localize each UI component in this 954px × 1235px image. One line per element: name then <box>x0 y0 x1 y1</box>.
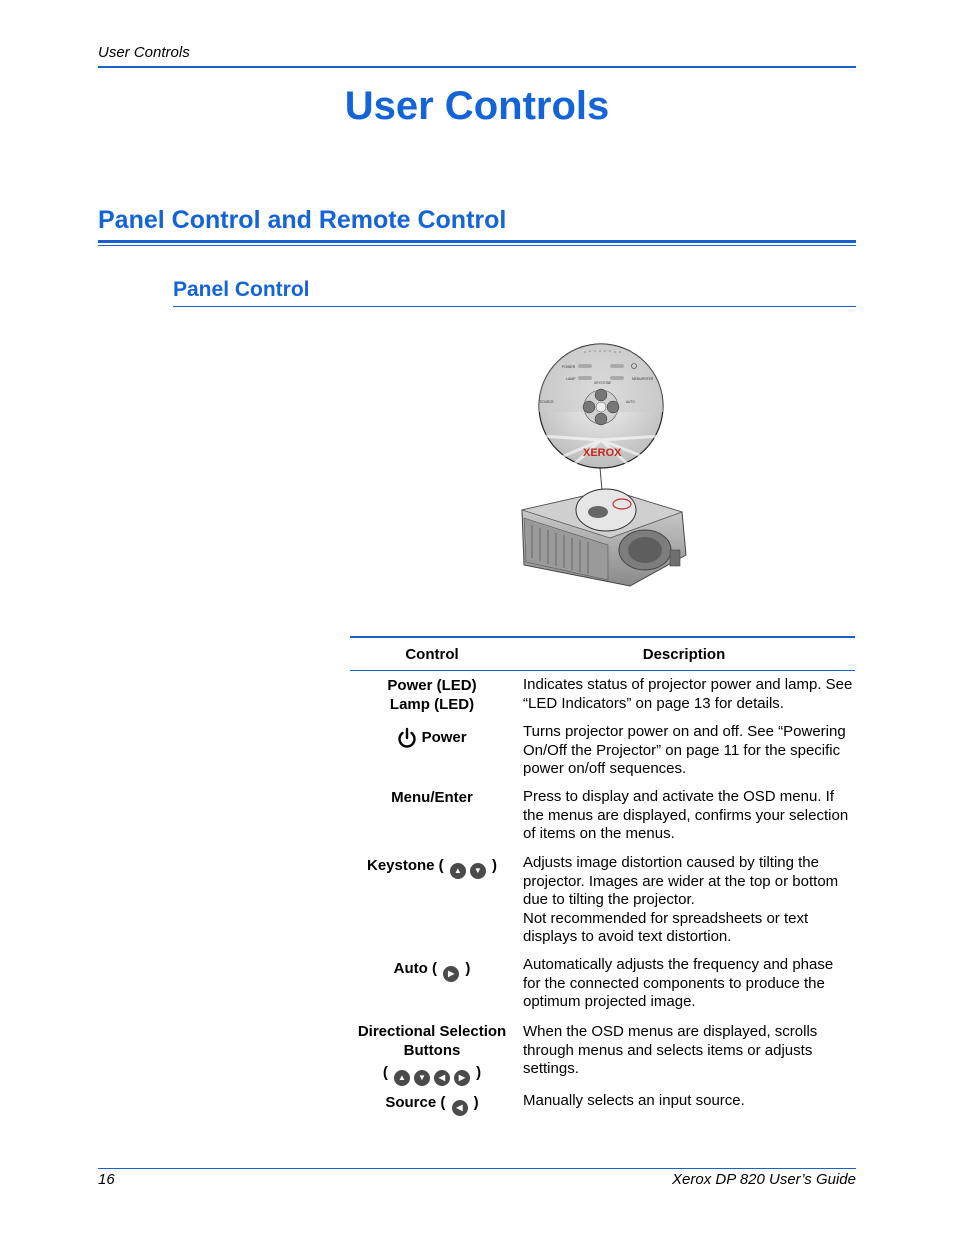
description-note: Not recommended for spreadsheets or text displays to avoid text distortion. <box>523 909 809 946</box>
right-arrow-button-icon: ▶ <box>454 1070 470 1086</box>
header-rule <box>98 66 856 68</box>
panel-label-source: SOURCE <box>540 400 554 404</box>
table-row-control <box>350 1093 514 1116</box>
table-header-control: Control <box>405 646 459 663</box>
control-label: Menu/Enter <box>391 789 473 806</box>
table-row-description: Press to display and activate the OSD menu. If the menus are displayed, confirms your selection of items on the menus. <box>523 788 849 843</box>
control-panel-zoom <box>539 344 663 468</box>
control-label-close: ) <box>492 857 498 874</box>
panel-label-power: POWER <box>562 365 576 369</box>
left-arrow-button-icon: ◀ <box>452 1100 468 1116</box>
table-row-description: Indicates status of projector power and lamp. See “LED Indicators” on page 13 for details. <box>523 676 853 712</box>
section-rule <box>98 240 856 243</box>
table-row-control <box>350 788 514 807</box>
power-symbol-icon <box>397 727 417 749</box>
control-label-open: ( <box>382 1064 388 1081</box>
panel-label-lamp: LAMP <box>566 377 576 381</box>
table-row-control <box>350 856 514 879</box>
control-label-close: ) <box>476 1064 482 1081</box>
control-label: Keystone ( <box>366 857 444 874</box>
table-row-control <box>350 1022 514 1086</box>
table-row-description: Automatically adjusts the frequency and phase for the connected components to produce the optimum projected image. <box>523 956 834 1011</box>
table-header-rule <box>350 670 855 671</box>
table-row-control <box>350 676 514 714</box>
chapter-title: User Controls <box>344 84 610 128</box>
section-rule-thin <box>98 245 856 246</box>
table-row-description: Turns projector power on and off. See “Powering On/Off the Projector” on page 11 for the specific power on/off sequences. <box>523 723 846 778</box>
running-header: User Controls <box>98 44 190 61</box>
right-arrow-button-icon: ▶ <box>443 966 459 982</box>
xerox-logo: XEROX <box>583 447 622 459</box>
section-heading: Panel Control and Remote Control <box>98 206 507 234</box>
panel-label-keystone: KEYSTONE <box>594 381 612 385</box>
table-row-description: When the OSD menus are displayed, scrolls through menus and selects items or adjusts settings. <box>523 1023 818 1078</box>
up-arrow-button-icon: ▲ <box>450 863 466 879</box>
guide-title: Xerox DP 820 User’s Guide <box>672 1171 856 1188</box>
left-arrow-button-icon: ◀ <box>434 1070 450 1086</box>
description-text: Adjusts image distortion caused by tilting the projector. Images are wider at the top or bottom due to tilting the projector. <box>523 854 839 909</box>
down-arrow-button-icon: ▼ <box>414 1070 430 1086</box>
page-number: 16 <box>98 1171 115 1188</box>
control-label: Source ( <box>385 1094 446 1111</box>
table-row-description: Manually selects an input source. <box>523 1092 745 1109</box>
control-label: Power <box>421 729 467 746</box>
control-label-close: ) <box>473 1094 479 1111</box>
control-label-close: ) <box>465 960 471 977</box>
control-label: Directional Selection <box>357 1023 507 1040</box>
table-row-control <box>350 727 514 749</box>
panel-label-auto: AUTO <box>626 400 635 404</box>
control-label: Lamp (LED) <box>389 696 475 713</box>
subsection-rule <box>173 306 856 307</box>
down-arrow-button-icon: ▼ <box>470 863 486 879</box>
footer-rule <box>98 1168 856 1169</box>
subsection-heading: Panel Control <box>173 278 310 301</box>
table-row-description <box>523 854 853 947</box>
projector-body <box>522 489 686 586</box>
control-label: Power (LED) <box>387 677 477 694</box>
table-row-control <box>350 959 514 982</box>
up-arrow-button-icon: ▲ <box>394 1070 410 1086</box>
control-label: Auto ( <box>393 960 437 977</box>
table-header-description: Description <box>642 646 726 663</box>
panel-label-menu-enter: MENU/ENTER <box>632 377 654 381</box>
projector-panel-illustration <box>510 340 690 592</box>
table-top-rule <box>350 636 855 638</box>
control-label: Buttons <box>403 1042 461 1059</box>
